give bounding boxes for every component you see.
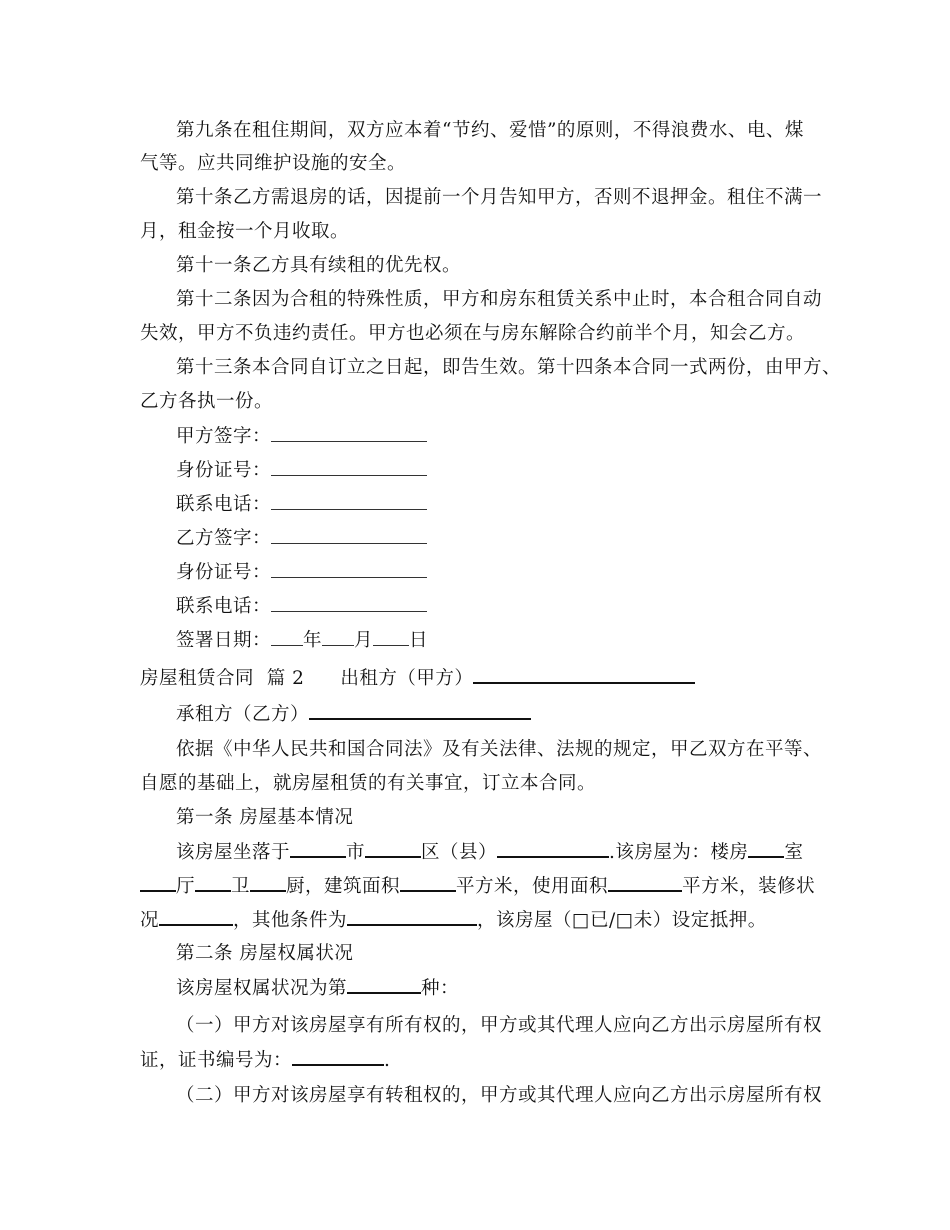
clause-10-line-1: 第十条乙方需退房的话，因提前一个月告知甲方，否则不退押金。租住不满一: [176, 187, 823, 208]
year-label: 年: [303, 630, 323, 651]
day-field[interactable]: [373, 628, 409, 646]
halls-label: 厅: [176, 876, 196, 897]
month-label: 月: [354, 630, 374, 651]
article-1-line-1: [176, 840, 876, 864]
decoration-label-end: 况: [140, 910, 160, 931]
bathrooms-label: 卫: [231, 876, 251, 897]
article-1-line-3: [140, 908, 840, 932]
clause-11: 第十一条乙方具有续租的优先权。: [176, 255, 462, 276]
certificate-period: .: [384, 1050, 391, 1071]
clause-13-line-2: 乙方各执一份。: [140, 391, 274, 412]
city-field[interactable]: [290, 840, 346, 858]
article-2-item-1-line-2: [140, 1048, 840, 1072]
sign-date-label: 签署日期：: [176, 630, 272, 651]
lessor-label: 出租方（甲方）: [340, 668, 474, 689]
article-2-item-2-line-1: （二）甲方对该房屋享有转租权的，甲方或其代理人应向乙方出示房屋所有权: [176, 1085, 823, 1106]
day-label: 日: [409, 630, 429, 651]
lessor-field[interactable]: [473, 666, 695, 684]
party-a-id-field[interactable]: [271, 458, 427, 476]
contract-2-title: 房屋租赁合同 篇 2: [140, 668, 305, 689]
decoration-field[interactable]: [159, 908, 233, 926]
article-2-line-1: [176, 976, 876, 1000]
lessee-label: 承租方（乙方）: [176, 704, 310, 725]
building-area-label: 厨，建筑面积: [286, 876, 401, 897]
location-label: 该房屋坐落于: [176, 842, 291, 863]
party-a-id-label: 身份证号：: [176, 460, 272, 481]
rooms-field[interactable]: [748, 840, 784, 858]
decoration-label: 平方米，装修状: [682, 876, 816, 897]
kitchens-field[interactable]: [250, 874, 286, 892]
rooms-label: 室: [784, 842, 804, 863]
clause-12-line-2: 失效，甲方不负违约责任。甲方也必须在与房东解除合约前半个月，知会乙方。: [140, 323, 806, 344]
clause-9-line-1: 第九条在租住期间，双方应本着“节约、爱惜”的原则，不得浪费水、电、煤: [176, 120, 804, 141]
article-2-title: 第二条 房屋权属状况: [176, 943, 354, 964]
bathrooms-field[interactable]: [195, 874, 231, 892]
month-field[interactable]: [322, 628, 354, 646]
party-b-id-field[interactable]: [271, 560, 427, 578]
house-type-label: .该房屋为：楼房: [609, 842, 749, 863]
lessee-row: [176, 702, 876, 726]
intro-line-2: 自愿的基础上，就房屋租赁的有关事宜，订立本合同。: [140, 773, 597, 794]
clause-9-line-2: 气等。应共同维护设施的安全。: [140, 153, 407, 174]
mortgage-label: ，该房屋（□已/□未）设定抵押。: [477, 910, 767, 931]
party-a-phone-field[interactable]: [271, 492, 427, 510]
ownership-type-field[interactable]: [347, 976, 421, 994]
clause-10-line-2: 月，租金按一个月收取。: [140, 221, 350, 242]
contract-2-heading-row: [140, 666, 840, 690]
other-conditions-field[interactable]: [347, 908, 477, 926]
usable-area-field[interactable]: [608, 874, 682, 892]
lessee-field[interactable]: [309, 702, 531, 720]
intro-line-1: 依据《中华人民共和国合同法》及有关法律、法规的规定，甲乙双方在平等、: [176, 739, 823, 760]
party-a-signature-field[interactable]: [271, 424, 427, 442]
sign-date-row: [176, 628, 876, 652]
party-b-signature-row: [176, 526, 876, 550]
party-b-id-row: [176, 560, 876, 584]
other-conditions-label: ，其他条件为: [233, 910, 348, 931]
party-b-phone-label: 联系电话：: [176, 596, 272, 617]
city-label: 市: [346, 842, 366, 863]
year-field[interactable]: [271, 628, 303, 646]
party-b-phone-row: [176, 594, 876, 618]
party-a-signature-label: 甲方签字：: [176, 426, 272, 447]
party-a-phone-row: [176, 492, 876, 516]
halls-field[interactable]: [140, 874, 176, 892]
clause-12-line-1: 第十二条因为合租的特殊性质，甲方和房东租赁关系中止时，本合租合同自动: [176, 289, 823, 310]
article-1-line-2: [140, 874, 840, 898]
party-b-signature-field[interactable]: [271, 526, 427, 544]
party-b-phone-field[interactable]: [271, 594, 427, 612]
certificate-number-label: 证，证书编号为：: [140, 1050, 293, 1071]
usable-area-label: 平方米，使用面积: [456, 876, 609, 897]
article-2-item-1-line-1: （一）甲方对该房屋享有所有权的，甲方或其代理人应向乙方出示房屋所有权: [176, 1015, 823, 1036]
ownership-type-suffix: 种：: [421, 978, 460, 999]
building-area-field[interactable]: [400, 874, 456, 892]
party-a-phone-label: 联系电话：: [176, 494, 272, 515]
party-a-signature-row: [176, 424, 876, 448]
clause-13-line-1: 第十三条本合同自订立之日起，即告生效。第十四条本合同一式两份，由甲方、: [176, 357, 842, 378]
certificate-number-field[interactable]: [292, 1048, 384, 1066]
article-1-title: 第一条 房屋基本情况: [176, 807, 354, 828]
district-label: 区（县）: [421, 842, 498, 863]
district-field[interactable]: [365, 840, 421, 858]
ownership-type-label: 该房屋权属状况为第: [176, 978, 348, 999]
party-a-id-row: [176, 458, 876, 482]
party-b-id-label: 身份证号：: [176, 562, 272, 583]
address-field[interactable]: [497, 840, 609, 858]
party-b-signature-label: 乙方签字：: [176, 528, 272, 549]
